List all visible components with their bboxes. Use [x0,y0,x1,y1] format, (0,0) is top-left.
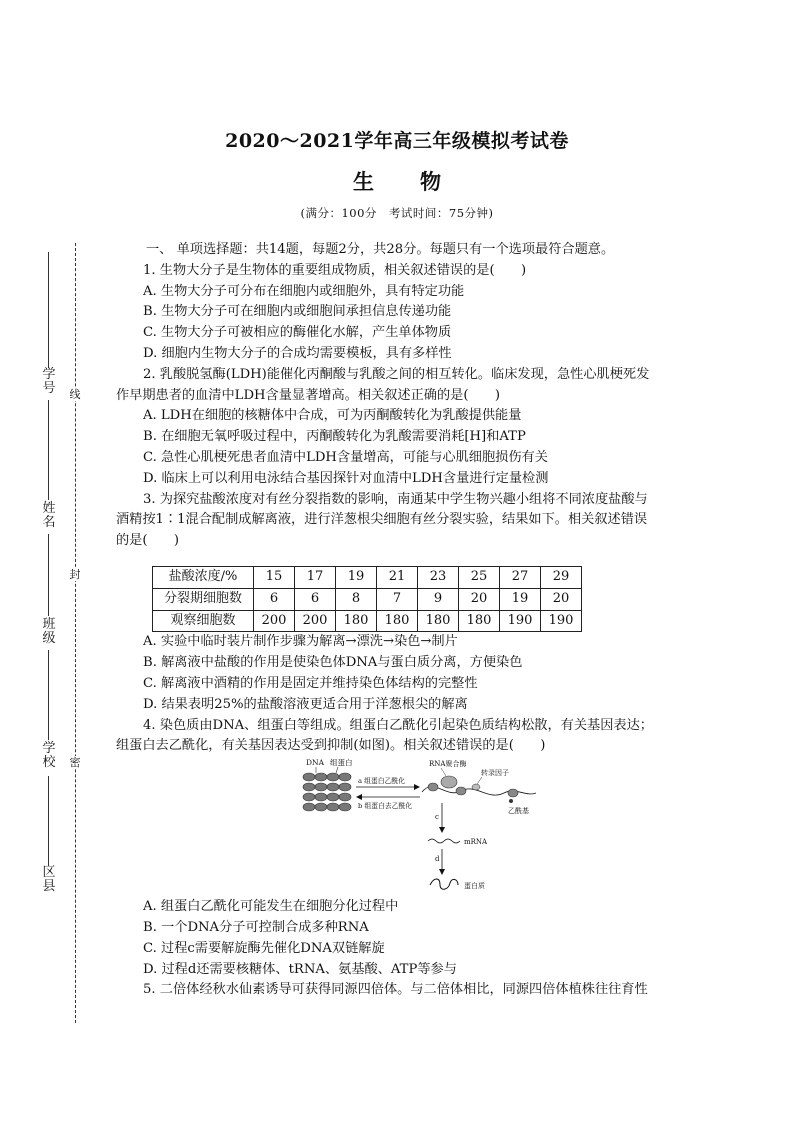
class-label: 班 级 [42,617,56,646]
label-histone: 组蛋白 [330,758,353,768]
student-id-label: 学 号 [42,367,56,396]
q4-stem-line1: 4. 染色质由DNA、组蛋白等组成。组蛋白乙酰化引起染色质结构松散，有关基因表达； [143,717,653,733]
q4-option-a: A. 组蛋白乙酰化可能发生在细胞分化过程中 [143,899,399,915]
rna-polymerase-shape [441,776,457,788]
table-row-label: 分裂期细胞数 [153,588,254,610]
name-label: 姓 名 [42,501,56,530]
table-cell: 180 [459,610,500,632]
table-cell: 21 [377,566,418,588]
subject-title: 生物 [353,169,487,194]
student-id-fill-line [48,252,49,368]
q1-option-b: B. 生物大分子可在细胞内或细胞间承担信息传递功能 [143,304,452,320]
seal-char-line: 线 [69,388,81,401]
label-transcription-factor: 转录因子 [481,769,509,778]
table-cell: 6 [254,588,295,610]
label-dna: DNA [306,758,324,768]
q3-option-d: D. 结果表明25%的盐酸溶液更适合用于洋葱根尖的解离 [143,696,468,712]
district-fill-line [48,776,49,866]
seal-char-seal: 封 [69,568,81,581]
exam-meta: (满分：100分 考试时间：75分钟) [300,206,494,220]
table-row [153,566,582,588]
seal-char-secret: 密 [69,756,81,769]
table-row [153,588,582,610]
q3-stem-line1: 3. 为探究盐酸浓度对有丝分裂指数的影响，南通某中学生物兴趣小组将不同浓度盐酸与 [143,491,648,507]
name-fill-line [48,400,49,500]
table-row-label: 盐酸浓度/% [153,566,254,588]
table-cell: 200 [254,610,295,632]
label-rna-polymerase: RNA聚合酶 [429,760,467,769]
table-cell: 27 [500,566,541,588]
school-fill-line [48,650,49,740]
table-cell: 190 [500,610,541,632]
q4-option-c: C. 过程c需要解旋酶先催化DNA双链解旋 [143,940,385,956]
q3-stem-line2: 酒精按1∶1混合配制成解离液，进行洋葱根尖细胞有丝分裂实验，结果如下。相关叙述错误 [116,512,648,528]
table-cell: 200 [295,610,336,632]
q2-option-c: C. 急性心肌梗死患者血清中LDH含量增高，可能与心肌细胞损伤有关 [143,449,548,465]
table-cell: 20 [459,588,500,610]
label-arrow-b: b 组蛋白去乙酰化 [358,802,413,811]
binding-dashed-line [75,243,76,1023]
table-cell: 17 [295,566,336,588]
table-cell: 6 [295,588,336,610]
table-cell: 180 [418,610,459,632]
mrna-strand [428,839,460,843]
table-cell: 29 [541,566,582,588]
label-d: d [435,855,440,864]
q1-option-c: C. 生物大分子可被相应的酶催化水解，产生单体物质 [143,325,452,341]
condensed-chromatin [303,773,351,811]
exam-title: 2020～2021学年高三年级模拟考试卷 [225,130,569,152]
table-row-label: 观察细胞数 [153,610,254,632]
table-row [153,610,582,632]
acetyl-group [509,799,513,803]
q2-stem-line1: 2. 乳酸脱氢酶(LDH)能催化丙酮酸与乳酸之间的相互转化。临床发现，急性心肌梗死发 [143,366,650,382]
q2-option-a: A. LDH在细胞的核糖体中合成，可为丙酮酸转化为乳酸提供能量 [143,408,522,424]
district-label: 区 县 [42,865,56,894]
q3-option-a: A. 实验中临时装片制作步骤为解离→漂洗→染色→制片 [143,634,458,650]
transcription-factor-shape [472,784,480,790]
q3-stem-line3: 的是( ) [116,533,180,549]
q5-stem-line1: 5. 二倍体经秋水仙素诱导可获得同源四倍体。与二倍体相比，同源四倍体植株往往育性 [143,982,648,998]
table-cell: 7 [377,588,418,610]
q4-option-b: B. 一个DNA分子可控制合成多种RNA [143,919,369,935]
table-cell: 190 [541,610,582,632]
q3-data-table [152,566,582,632]
q3-option-b: B. 解离液中盐酸的作用是使染色体DNA与蛋白质分离，方便染色 [143,655,523,671]
label-c: c [435,813,439,822]
chromatin-diagram [116,757,661,897]
exam-content [116,240,661,1001]
table-cell: 19 [500,588,541,610]
q1-option-a: A. 生物大分子可分布在细胞内或细胞外，具有特定功能 [143,283,465,299]
table-cell: 23 [418,566,459,588]
label-arrow-a: a 组蛋白乙酰化 [358,777,405,786]
table-cell: 15 [254,566,295,588]
q2-option-b: B. 在细胞无氧呼吸过程中，丙酮酸转化为乳酸需要消耗[H]和ATP [143,429,526,445]
protein-shape [430,879,458,889]
chromatin-figure [116,757,661,897]
q4-option-d: D. 过程d还需要核糖体、tRNA、氨基酸、ATP等参与 [143,961,457,977]
q3-option-c: C. 解离液中酒精的作用是固定并维持染色体结构的完整性 [143,675,478,691]
q2-option-d: D. 临床上可以利用电泳结合基因探针对血清中LDH含量进行定量检测 [143,470,549,486]
section-heading: 一、 单项选择题：共14题，每题2分，共28分。每题只有一个选项最符合题意。 [146,242,615,257]
label-protein: 蛋白质 [464,882,485,891]
table-cell: 180 [336,610,377,632]
class-fill-line [48,534,49,616]
table-cell: 8 [336,588,377,610]
q1-stem: 1. 生物大分子是生物体的重要组成物质，相关叙述错误的是( ) [143,262,527,278]
table-cell: 9 [418,588,459,610]
label-acetyl: 乙酰基 [508,807,529,816]
label-mrna: mRNA [464,838,488,847]
table-cell: 20 [541,588,582,610]
q2-stem-line2: 作早期患者的血清中LDH含量显著增高。相关叙述正确的是( ) [116,387,500,403]
table-cell: 19 [336,566,377,588]
q1-option-d: D. 细胞内生物大分子的合成均需要模板，具有多样性 [143,345,452,361]
q4-stem-line2: 组蛋白去乙酰化，有关基因表达受到抑制(如图)。相关叙述错误的是( ) [116,738,546,754]
table-cell: 180 [377,610,418,632]
table-cell: 25 [459,566,500,588]
school-label: 学 校 [42,741,56,770]
